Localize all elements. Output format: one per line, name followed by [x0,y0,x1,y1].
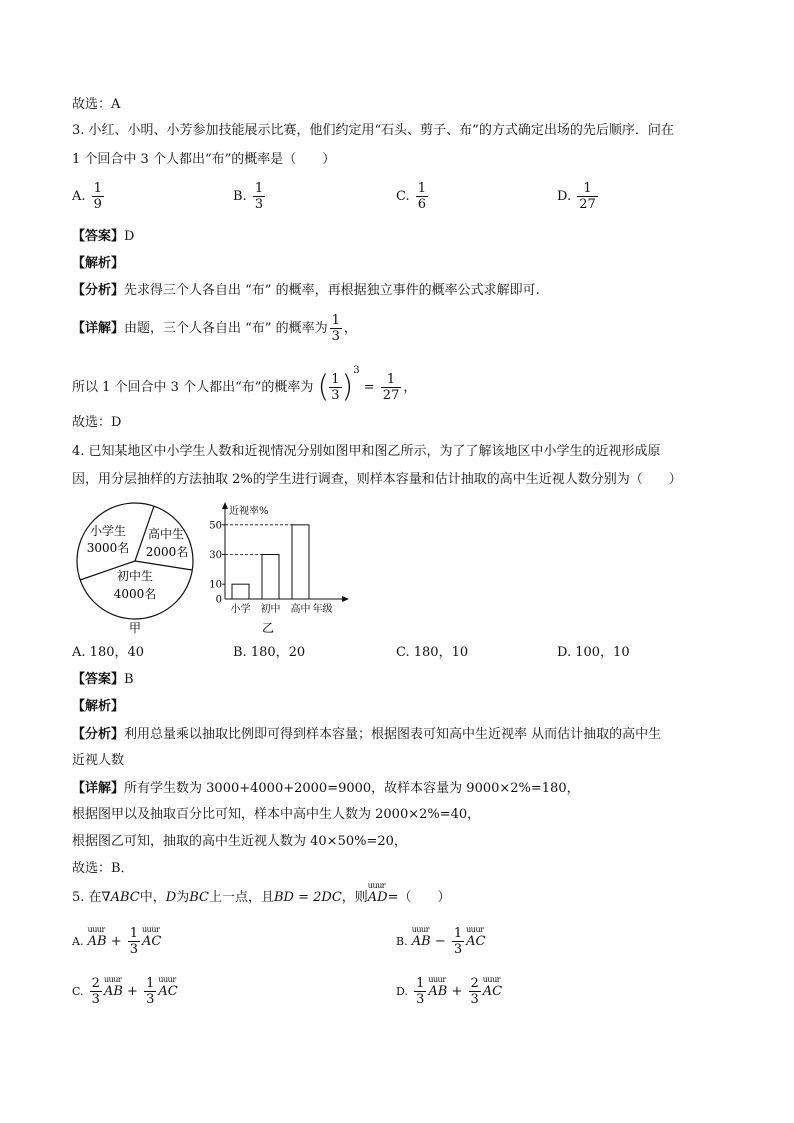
x-axis-arrow [342,596,349,602]
q3-option-b: B. $\frac{1}{3}$ [233,181,264,212]
x-axis-label: 年级 [312,604,333,615]
q4-stem-line2: 因，用分层抽样的方法抽取 2%的学生进行调查，则样本容量和估计抽取的高中生近视人数分别为（ ） [72,472,682,487]
q4-answer: 【答案】B [72,672,134,687]
q4-analysis-tag: 【解析】 [72,699,125,714]
q3-analysis-tag: 【解析】 [72,256,125,271]
bar-chart-yi [205,498,355,640]
pie-label-chuzhong: 初中生 [116,569,154,583]
q3-xiangjie-line2: 所以 1 个回合中 3 个人都出“布”的概率为 ( $\frac{1}{3}$ )$^3$ = $\frac{1}{27}$ ， [72,365,417,405]
q4-option-d: D. 100，10 [557,645,630,660]
q3-inner-fraction: $\frac{1}{3}$ [331,372,340,403]
bar-marks [209,520,332,615]
pie-label-gaozhong: 高中生 [147,527,185,541]
pie-chart-jia [72,498,202,640]
pie-count-chuzhong: 4000名 [113,587,157,601]
bar-初中 [262,555,279,600]
x-tick-label-小学: 小学 [230,604,251,615]
q4-option-b: B. 180，20 [233,645,306,660]
q4-fenxi-line1: 【分析】利用总量乘以抽取比例即可得到样本容量；根据图表可知高中生近视率 从而估计抽取的高中生 [72,727,662,742]
q4-option-a: A. 180，40 [72,645,145,660]
y-tick-label-50: 50 [209,520,222,532]
q3-option-a-fraction: $\frac{1}{9}$ [93,181,102,212]
y-tick-label-10: 10 [209,579,222,591]
q5-option-a: A. uuur AB + $\frac{1}{3}$ uuur AC [72,926,161,957]
q5-stem: 5. 在∇ABC中，D为BC上一点，且BD = 2DC，则uuur AD=（ ） [72,889,451,907]
q3-stem-line1: 3. 小红、小明、小芳参加技能展示比赛，他们约定用“石头、剪子、布”的方式确定出场的先后顺序．问在 [72,123,674,138]
bar-小学 [232,584,249,599]
y-tick-label-30: 30 [209,550,222,561]
q3-answer: 【答案】D [72,229,135,244]
q4-stem-line1: 4. 已知某地区中小学生人数和近视情况分别如图甲和图乙所示，为了了解该地区中小学生的近视形成原 [72,444,661,459]
pie-caption: 甲 [128,621,142,635]
vector-ad: uuur AD [368,889,388,907]
q3-fenxi: 【分析】先求得三个人各自出 “布” 的概率，再根据独立事件的概率公式求解即可. [72,283,540,298]
q3-conclusion: 故选：D [72,415,122,430]
q5-option-c: C. $\frac{2}{3}$ uuur AB + $\frac{1}{3}$ uuur AC [72,976,178,1007]
q3-xiangjie-fraction: $\frac{1}{3}$ [331,313,340,344]
q3-option-d-fraction: $\frac{1}{27}$ [579,181,596,212]
q3-option-b-fraction: $\frac{1}{3}$ [254,181,264,212]
bar-chart-caption: 乙 [261,621,275,635]
y-axis-arrow [222,502,228,509]
q4-xiangjie-line2: 根据图甲以及抽取百分比可知，样本中高中生人数为 2000×2%=40， [72,807,481,822]
pie-label-xiaoxue: 小学生 [89,524,127,538]
q3-option-c-fraction: $\frac{1}{6}$ [417,181,427,212]
q4-option-c: C. 180，10 [396,645,469,660]
y-tick-label-0: 0 [215,594,222,606]
q4-fenxi-line2: 近视人数 [72,753,125,768]
q4-xiangjie-line3: 根据图乙可知，抽取的高中生近视人数为 40×50%=20， [72,834,407,849]
y-axis-label: 近视率% [229,506,269,517]
x-tick-label-初中: 初中 [260,604,281,615]
q5-option-d: D. $\frac{1}{3}$ uuur AB + $\frac{2}{3}$ uuur AC [396,976,502,1007]
q3-result-fraction: $\frac{1}{27}$ [382,372,400,403]
q3-xiangjie-line1: 【详解】由题，三个人各自出 “布” 的概率为 $\frac{1}{3}$ ， [72,313,357,344]
q4-conclusion: 故选：B． [72,861,134,876]
q4-xiangjie-line1: 【详解】所有学生数为 3000+4000+2000=9000，故样本容量为 9000×2%=180， [72,781,580,796]
pie-count-gaozhong: 2000名 [145,545,189,559]
q3-option-c: C. $\frac{1}{6}$ [396,181,427,212]
bar-高中 [292,525,309,599]
q3-option-a: A. $\frac{1}{9}$ [72,181,102,212]
q3-stem-line2: 1 个回合中 3 个人都出“布”的概率是（ ） [72,152,336,167]
q3-exponent: 3 [353,365,360,376]
x-tick-label-高中: 高中 [290,604,311,615]
q3-option-d: D. $\frac{1}{27}$ [557,181,596,212]
q5-option-b: B. uuur AB − $\frac{1}{3}$ uuur AC [396,926,486,957]
q2-conclusion: 故选：A [72,97,121,112]
pie-count-xiaoxue: 3000名 [86,541,130,555]
